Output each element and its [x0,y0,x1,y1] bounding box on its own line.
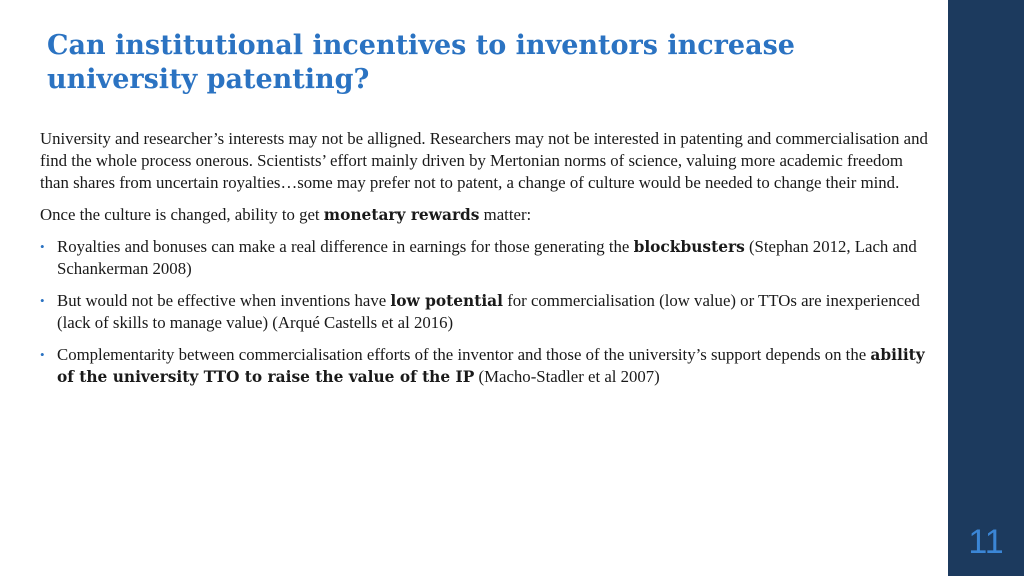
sidebar-accent-bar [948,0,1024,576]
bullet-icon: • [40,347,45,362]
bullet-emphasis: blockbusters [633,238,745,256]
intro-paragraph: University and researcher’s interests may not be alligned. Researchers may not be interested in patenting and commercialisation and find the whole process onerous. Scientists’ effort mainly driven by Mertonian norms of science, valuing more academic freedom than shares from uncertain royalties…some may prefer not to patent, a change of culture would be needed to change their mind. [40,129,928,192]
bullet-emphasis: low potential [390,292,503,310]
bullet-item [40,344,930,388]
bullet-item [40,290,930,334]
bullet-tail: (Macho-Stadler et al 2007) [474,367,660,386]
culture-paragraph [40,204,930,226]
bullet-tail: (Stephan 2012, Lach and Schankerman 2008) [57,237,917,278]
bullet-icon: • [40,293,45,308]
bullet-emphasis: ability of the university TTO to raise the value of the IP [57,346,925,386]
culture-paragraph-tail: matter: [479,205,532,224]
page-number: 11 [968,523,1004,561]
bullet-text: Complementarity between commercialisation efforts of the inventor and those of the university’s support depends on the [57,345,871,364]
culture-paragraph-emphasis: monetary rewards [323,206,480,224]
bullet-text: But would not be effective when inventions have [57,291,391,310]
bullet-icon: • [40,239,45,254]
bullet-list [40,236,930,388]
slide-title: Can institutional incentives to inventors increase university patenting? [47,30,795,95]
bullet-text: Royalties and bonuses can make a real difference in earnings for those generating the [57,237,634,256]
bullet-item [40,236,930,280]
slide-body [40,128,930,398]
bullet-tail: for commercialisation (low value) or TTOs are inexperienced (lack of skills to manage value) (Arqué Castells et al 2016) [57,291,920,332]
culture-paragraph-text: Once the culture is changed, ability to get [40,205,324,224]
